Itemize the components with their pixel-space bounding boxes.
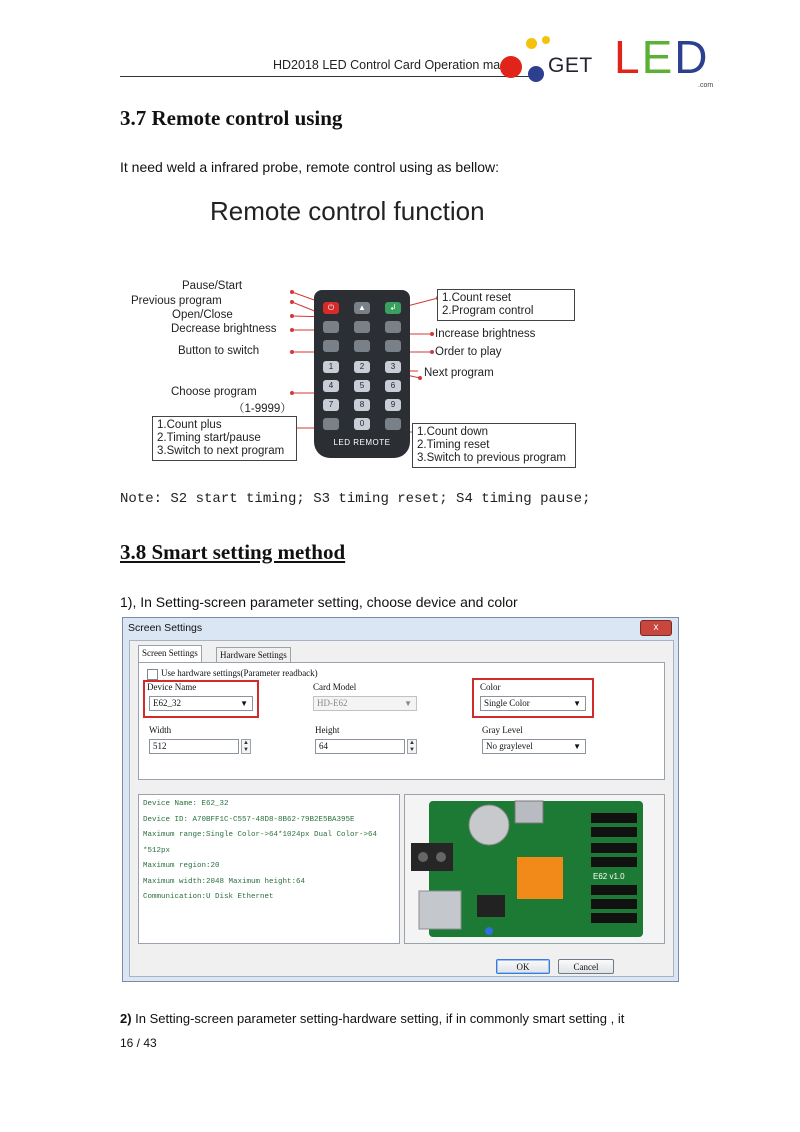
box-top-right-line-1: 1.Count reset (442, 292, 512, 304)
width-input[interactable]: 512 (149, 739, 239, 754)
step-2-text: In Setting-screen parameter setting-hardware setting, if in commonly smart setting , it (131, 1011, 625, 1026)
label-choose-program: Choose program (171, 386, 257, 398)
info-line: Device Name: E62_32 (143, 800, 229, 808)
height-spinner[interactable]: ▲ ▼ (407, 739, 417, 754)
logo-letter-e: E (641, 31, 675, 83)
box-bottom-left-line-2: 2.Timing start/pause (157, 432, 261, 444)
logo-yellow-dot (526, 38, 537, 49)
gray-level-value: No graylevel (486, 741, 533, 751)
label-order-to-play: Order to play (435, 346, 502, 358)
board-version-label: E62 v1.0 (593, 872, 625, 881)
remote-figure-title: Remote control function (210, 196, 485, 226)
chevron-down-icon: ▼ (240, 699, 248, 708)
remote-digit-9: 9 (385, 399, 401, 411)
highlight-device-name (143, 680, 259, 718)
remote-key-r2-1 (323, 321, 339, 333)
dialog-title: Screen Settings (128, 622, 203, 634)
info-line: Communication:U Disk Ethernet (143, 893, 274, 901)
label-button-to-switch: Button to switch (178, 345, 260, 357)
info-line: Maximum range:Single Color->64*1024px Dual Color->64 (143, 831, 378, 839)
dialog-close-button[interactable]: x (640, 620, 672, 636)
remote-key-s-left (323, 418, 339, 430)
label-choose-program-range: （1-9999） (233, 403, 292, 415)
remote-key-s-right (385, 418, 401, 430)
screen-settings-dialog (122, 617, 679, 982)
gray-level-select[interactable] (482, 739, 586, 754)
remote-key-r2-3 (385, 321, 401, 333)
igetled-logo (498, 30, 718, 92)
usb-port (515, 801, 543, 823)
gray-level-label: Gray Level (482, 725, 523, 735)
note-text: Note: S2 start timing; S3 timing reset; S4 timing pause; (120, 491, 591, 507)
use-hardware-checkbox[interactable] (147, 669, 158, 680)
battery-cell (469, 805, 509, 845)
ic-chip (477, 895, 505, 917)
tab-screen-settings[interactable]: Screen Settings (138, 645, 202, 663)
logo-text-led (614, 30, 710, 84)
remote-key-enter: ↲ (385, 302, 401, 314)
logo-blue-dot (528, 66, 544, 82)
use-hardware-label: Use hardware settings(Parameter readback) (161, 668, 318, 678)
height-input[interactable]: 64 (315, 739, 405, 754)
card-model-value: HD-E62 (317, 698, 348, 708)
info-line: Device ID: A70BFF1C-C557-48D8-8B62-79B2E5BA395E (143, 815, 355, 824)
power-terminal (411, 843, 453, 871)
chevron-down-icon: ▼ (573, 742, 581, 751)
info-line: Maximum region:20 (143, 862, 220, 870)
info-line: *512px (143, 846, 171, 855)
remote-control-image (314, 290, 410, 458)
card-model-select (313, 696, 417, 711)
device-name-value: E62_32 (153, 698, 181, 708)
section-3-7-intro: It need weld a infrared probe, remote control using as bellow: (120, 159, 499, 175)
logo-com: .com (698, 82, 714, 89)
remote-digit-4: 4 (323, 380, 339, 392)
remote-digit-0: 0 (354, 418, 370, 430)
box-count-down (412, 423, 576, 468)
height-label: Height (315, 725, 340, 735)
label-decrease-brightness: Decrease brightness (171, 323, 277, 335)
label-open-close: Open/Close (172, 309, 233, 321)
card-model-label: Card Model (313, 682, 357, 692)
remote-key-up: ▲ (354, 302, 370, 314)
ethernet-port (419, 891, 461, 929)
box-bottom-right-line-2: 2.Timing reset (417, 439, 490, 451)
label-increase-brightness: Increase brightness (435, 328, 536, 340)
terminal-screw (418, 852, 428, 862)
section-3-8-heading: 3.8 Smart setting method (120, 540, 346, 564)
section-3-8-step-1: 1), In Setting-screen parameter setting, choose device and color (120, 594, 518, 610)
width-spinner[interactable]: ▲ ▼ (241, 739, 251, 754)
box-count-plus (152, 416, 297, 461)
device-name-label: Device Name (147, 682, 197, 692)
label-pause-start: Pause/Start (182, 280, 243, 292)
control-card-illustration (405, 795, 664, 943)
terminal-screw (436, 852, 446, 862)
ok-button[interactable]: OK (496, 959, 550, 974)
remote-digit-5: 5 (354, 380, 370, 392)
power-button-icon: ⏻ (323, 302, 339, 314)
box-top-right-line-2: 2.Program control (442, 305, 534, 317)
dialog-body (129, 640, 674, 977)
logo-letter-l: L (614, 31, 642, 83)
control-card-photo (404, 794, 665, 944)
running-header-title: HD2018 LED Control Card Operation ma (273, 58, 501, 72)
remote-digit-8: 8 (354, 399, 370, 411)
remote-key-r2-2 (354, 321, 370, 333)
logo-letter-d: D (674, 31, 710, 83)
tab-hardware-settings[interactable]: Hardware Settings (216, 647, 291, 663)
box-bottom-left-line-3: 3.Switch to next program (157, 445, 285, 457)
remote-digit-3: 3 (385, 361, 401, 373)
potentiometer (485, 927, 493, 935)
remote-key-r3-1 (323, 340, 339, 352)
logo-red-dot (500, 56, 522, 78)
logo-text-get: GET (548, 54, 593, 77)
remote-key-r3-2 (354, 340, 370, 352)
box-bottom-right-line-3: 3.Switch to previous program (417, 452, 566, 464)
remote-digit-6: 6 (385, 380, 401, 392)
remote-digit-1: 1 (323, 361, 339, 373)
chevron-down-icon: ▼ (573, 699, 581, 708)
chevron-down-icon: ▼ (404, 699, 412, 708)
step-2-paragraph (120, 1011, 624, 1026)
page-number: 16 / 43 (120, 1036, 157, 1050)
header-rule (120, 76, 540, 77)
info-line: Maximum width:2048 Maximum height:64 (143, 877, 306, 886)
box-bottom-left-line-1: 1.Count plus (157, 419, 222, 431)
screen-settings-panel (138, 662, 665, 780)
brand-chip (517, 857, 563, 899)
remote-key-r3-3 (385, 340, 401, 352)
remote-digit-7: 7 (323, 399, 339, 411)
remote-digit-2: 2 (354, 361, 370, 373)
color-label: Color (480, 682, 501, 692)
color-value: Single Color (484, 698, 530, 708)
highlight-color (472, 678, 594, 718)
label-previous-program: Previous program (131, 295, 222, 307)
box-count-reset-program-control (437, 289, 575, 321)
remote-brand-label: LED REMOTE (333, 438, 391, 447)
step-2-number: 2) (120, 1011, 132, 1026)
cancel-button[interactable]: Cancel (558, 959, 614, 974)
logo-yellow-dot-small (542, 36, 550, 44)
section-3-7-heading: 3.7 Remote control using (120, 106, 343, 130)
width-label: Width (149, 725, 172, 735)
box-bottom-right-line-1: 1.Count down (417, 426, 488, 438)
label-next-program: Next program (424, 367, 494, 379)
device-info-panel (138, 794, 400, 944)
